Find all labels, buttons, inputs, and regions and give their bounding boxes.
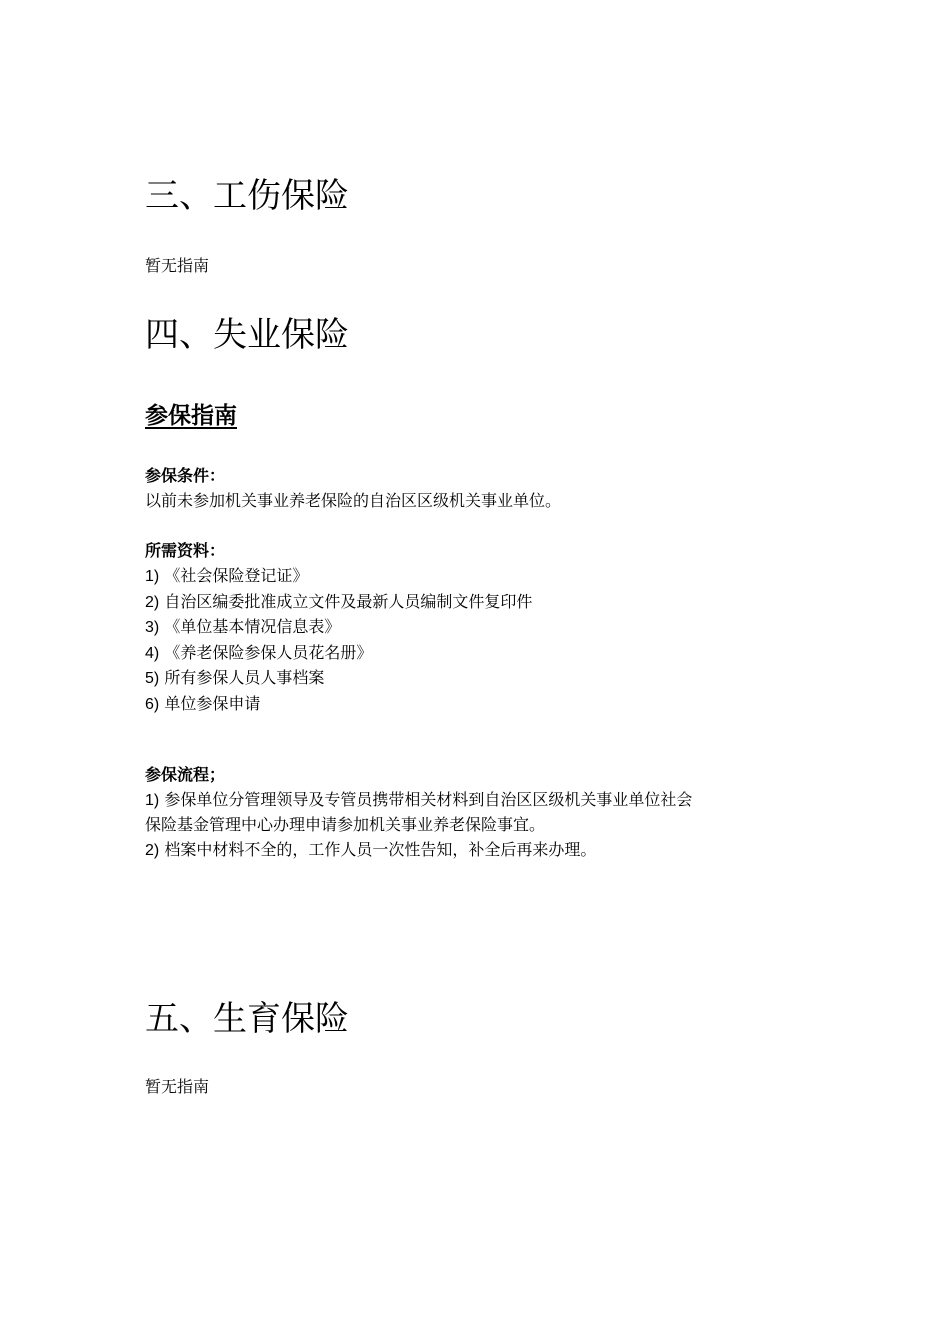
materials-label: 所需资料： <box>145 541 226 560</box>
process-step-text: 参保单位分管理领导及专管员携带相关材料到自治区区级机关事业单位社会 <box>164 790 693 809</box>
list-item <box>145 590 532 616</box>
section-3-note: 暂无指南 <box>145 256 210 275</box>
list-item <box>145 692 532 718</box>
section-5-note: 暂无指南 <box>145 1077 210 1096</box>
section-4-subheading: 参保指南 <box>145 403 237 429</box>
conditions-label: 参保条件： <box>145 466 226 485</box>
section-3-heading: 三、工伤保险 <box>145 176 349 216</box>
list-item-text: 自治区编委批准成立文件及最新人员编制文件复印件 <box>164 591 533 611</box>
list-item-text: 所有参保人员人事档案 <box>164 668 325 688</box>
list-item-number: 1) <box>145 568 160 585</box>
materials-list <box>145 564 532 718</box>
list-item-number: 2) <box>145 593 160 611</box>
list-item-text: 《单位基本情况信息表》 <box>164 617 341 637</box>
conditions-text: 以前未参加机关事业养老保险的自治区区级机关事业单位。 <box>145 491 562 510</box>
list-item <box>145 615 532 641</box>
process-step-text: 档案中材料不全的，工作人员一次性告知，补全后再来办理。 <box>164 840 597 859</box>
list-item-text: 《养老保险参保人员花名册》 <box>164 642 373 662</box>
section-5-heading: 五、生育保险 <box>145 999 349 1039</box>
process-step-number: 2) <box>145 842 160 859</box>
process-step-number: 1) <box>145 792 160 809</box>
process-label: 参保流程； <box>145 765 226 784</box>
list-item-number: 3) <box>145 619 160 637</box>
section-4-heading: 四、失业保险 <box>145 315 349 355</box>
list-item-text: 《社会保险登记证》 <box>164 566 309 585</box>
list-item-number: 6) <box>145 695 160 713</box>
list-item <box>145 641 532 667</box>
list-item <box>145 666 532 692</box>
list-item-text: 单位参保申请 <box>164 693 261 713</box>
list-item-number: 5) <box>145 670 160 688</box>
process-step-1-line-2: 保险基金管理中心办理申请参加机关事业养老保险事宜。 <box>145 815 546 834</box>
list-item-number: 4) <box>145 644 160 662</box>
list-item <box>145 564 532 590</box>
process-step-1-line-1 <box>145 790 692 811</box>
process-step-2 <box>145 840 596 861</box>
